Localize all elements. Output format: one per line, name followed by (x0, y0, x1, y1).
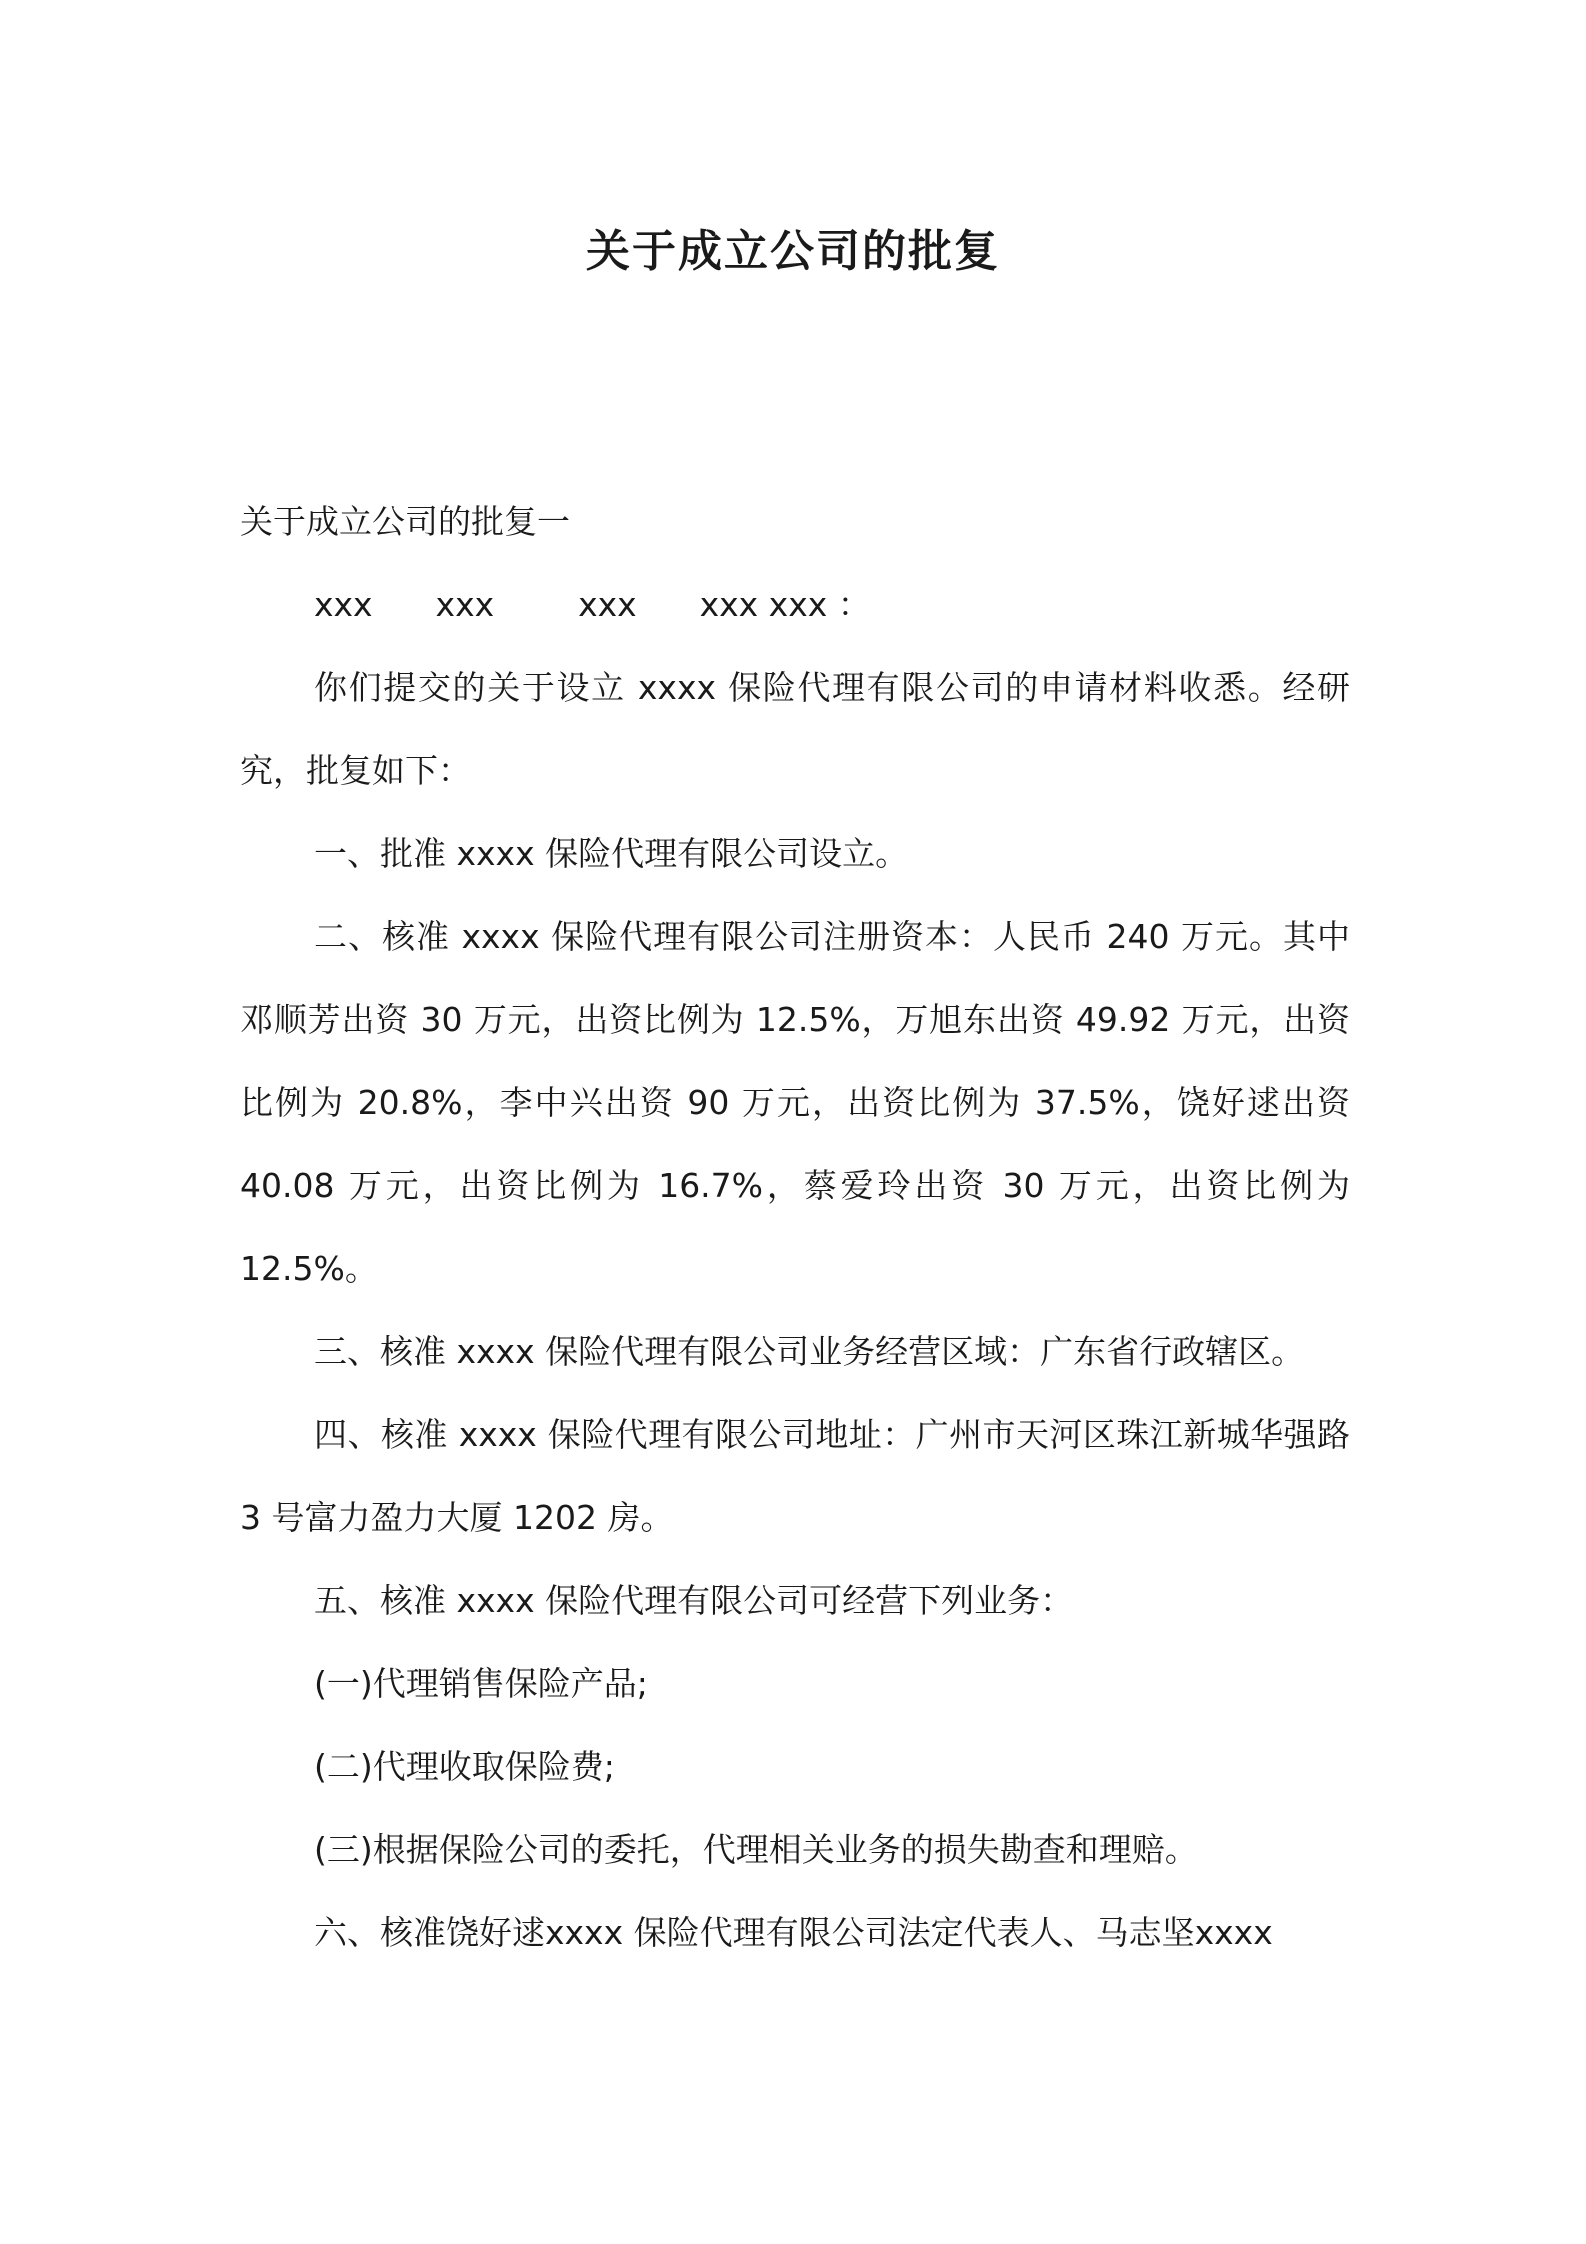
paragraph-item-2: 二、核准 xxxx 保险代理有限公司注册资本：人民币 240 万元。其中邓顺芳出资 30 万元，出资比例为 12.5%，万旭东出资 49.92 万元，出资比例为 20.8%，李中兴出资 90 万元，出资比例为 37.5%，饶好逑出资 40.08 万元，出资比例为 16.7%，蔡爱玲出资 30 万元，出资比例为 12.5%。 (240, 917, 1350, 1288)
salutation-recipient-2: xxx (435, 585, 495, 624)
salutation-recipient-4: xxx xxx (699, 585, 828, 624)
paragraph-item-1: 一、批准 xxxx 保险代理有限公司设立。 (314, 834, 909, 873)
paragraph-item-5: 五、核准 xxxx 保险代理有限公司可经营下列业务： (314, 1581, 1074, 1620)
salutation-line (240, 563, 1350, 646)
paragraph-item-3: 三、核准 xxxx 保险代理有限公司业务经营区域：广东省行政辖区。 (314, 1332, 1305, 1371)
paragraph-item-6: 六、核准饶好逑xxxx 保险代理有限公司法定代表人、马志坚xxxx (314, 1913, 1273, 1952)
document-subtitle: 关于成立公司的批复一 (240, 502, 570, 541)
business-item-1: (一)代理销售保险产品; (314, 1664, 648, 1703)
salutation-colon: ： (837, 585, 871, 624)
paragraph-item-4: 四、核准 xxxx 保险代理有限公司地址：广州市天河区珠江新城华强路 3 号富力盈力大厦 1202 房。 (240, 1415, 1350, 1537)
salutation-recipient-1: xxx (314, 585, 373, 624)
salutation-recipient-3: xxx (578, 585, 637, 624)
business-item-3: (三)根据保险公司的委托，代理相关业务的损失勘查和理赔。 (314, 1830, 1198, 1869)
document-body (240, 480, 1350, 1974)
business-item-2: (二)代理收取保险费; (314, 1747, 615, 1786)
document-title: 关于成立公司的批复 (586, 226, 1000, 277)
paragraph-intro: 你们提交的关于设立 xxxx 保险代理有限公司的申请材料收悉。经研究，批复如下： (240, 668, 1350, 790)
